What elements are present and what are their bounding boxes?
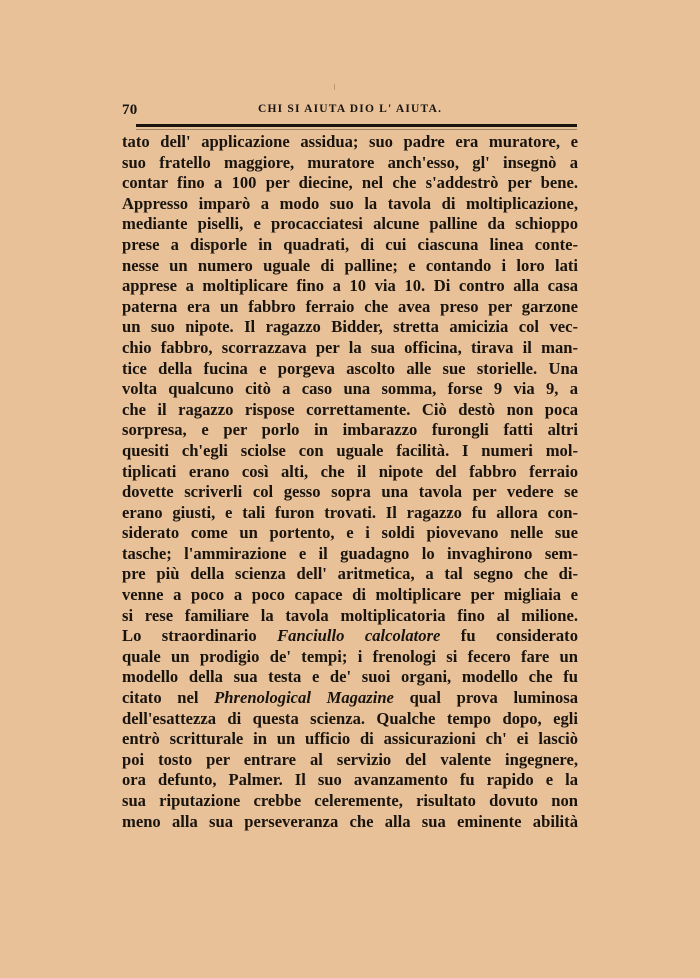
text-line: Appresso imparò a modo suo la tavola di moltiplicazione,: [122, 193, 578, 213]
text-line: sorpresa, e per porlo in imbarazzo furongli fatti altri: [122, 420, 578, 440]
running-title: CHI SI AIUTA DIO L' AIUTA.: [258, 103, 443, 115]
text-line: tasche; l'ammirazione e il guadagno lo invaghirono sem-: [122, 543, 578, 563]
header-rule: [136, 124, 577, 127]
text-line: tice della fucina e porgeva ascolto alle sue storielle. Una: [122, 358, 578, 378]
text-line: pre più della scienza dell' aritmetica, a tal segno che di-: [122, 564, 578, 584]
text-line: mediante piselli, e procacciatesi alcune palline da schioppo: [122, 214, 578, 234]
text-line: apprese a moltiplicare fino a 10 via 10. Di contro alla casa: [122, 276, 578, 296]
text-line: dell'esattezza di questa scienza. Qualche tempo dopo, egli: [122, 708, 578, 728]
text-line: poi tosto per entrare al servizio del valente ingegnere,: [122, 749, 578, 769]
text-line: dovette scriverli col gesso sopra una tavola per vedere se: [122, 482, 578, 502]
page-number: 70: [122, 102, 138, 118]
text-line: contar fino a 100 per diecine, nel che s'addestrò per bene.: [122, 173, 578, 193]
text-line: suo fratello maggiore, muratore anch'esso, gl' insegnò a: [122, 152, 578, 172]
text-line: modello della sua testa e de' suoi organi, modello che fu: [122, 667, 578, 687]
text-line: sua riputazione crebbe celeremente, risultato dovuto non: [122, 791, 578, 810]
text-line: che il ragazzo rispose correttamente. Ciò destò non poca: [122, 399, 578, 419]
text-line: entrò scritturale in un ufficio di assicurazioni ch' ei lasciò: [122, 729, 578, 749]
text-line: tato dell' applicazione assidua; suo padre era muratore, e: [122, 132, 578, 151]
text-line: quale un prodigio de' tempi; i frenologi si fecero fare un: [122, 646, 578, 666]
text-line: volta qualcuno citò a caso una somma, forse 9 via 9, a: [122, 379, 578, 399]
gutter-mark: [334, 84, 335, 90]
text-line: nesse un numero uguale di palline; e contando i loro lati: [122, 255, 578, 275]
text-run: citato nel: [122, 688, 215, 708]
text-run: qual prova luminosa: [393, 688, 578, 708]
text-line-with-italic: [122, 688, 578, 709]
text-line: si rese familiare la tavola moltiplicatoria fino al milione.: [122, 605, 578, 625]
body-text: [122, 132, 578, 832]
text-line: chio fabbro, scorrazzava per la sua officina, tirava il man-: [122, 337, 578, 357]
text-line-with-italic: [122, 626, 578, 647]
text-line: erano giusti, e tali furon trovati. Il ragazzo fu allora con-: [122, 502, 578, 522]
text-line: paterna era un fabbro ferraio che avea preso per garzone: [122, 296, 578, 316]
running-head: [122, 102, 577, 120]
text-line: siderato come un portento, e i soldi piovevano nelle sue: [122, 523, 578, 543]
text-line: meno alla sua perseveranza che alla sua eminente abilità: [122, 811, 578, 831]
text-run: fu considerato: [440, 626, 578, 646]
italic-title: Fanciullo calcolatore: [277, 626, 441, 646]
text-line: ora defunto, Palmer. Il suo avanzamento fu rapido e la: [122, 770, 578, 790]
text-line: tiplicati erano così alti, che il nipote del fabbro ferraio: [122, 461, 578, 481]
text-line: venne a poco a poco capace di moltiplicare per migliaia e: [122, 585, 578, 605]
text-line: prese a disporle in quadrati, di cui ciascuna linea conte-: [122, 234, 578, 254]
header-rule-thin: [136, 129, 577, 130]
text-line: un suo nipote. Il ragazzo Bidder, stretta amicizia col vec-: [122, 317, 578, 337]
text-line: quesiti ch'egli sciolse con uguale facilità. I numeri mol-: [122, 440, 578, 460]
text-run: Lo straordinario: [122, 626, 278, 646]
italic-title: Phrenological Magazine: [214, 688, 394, 708]
